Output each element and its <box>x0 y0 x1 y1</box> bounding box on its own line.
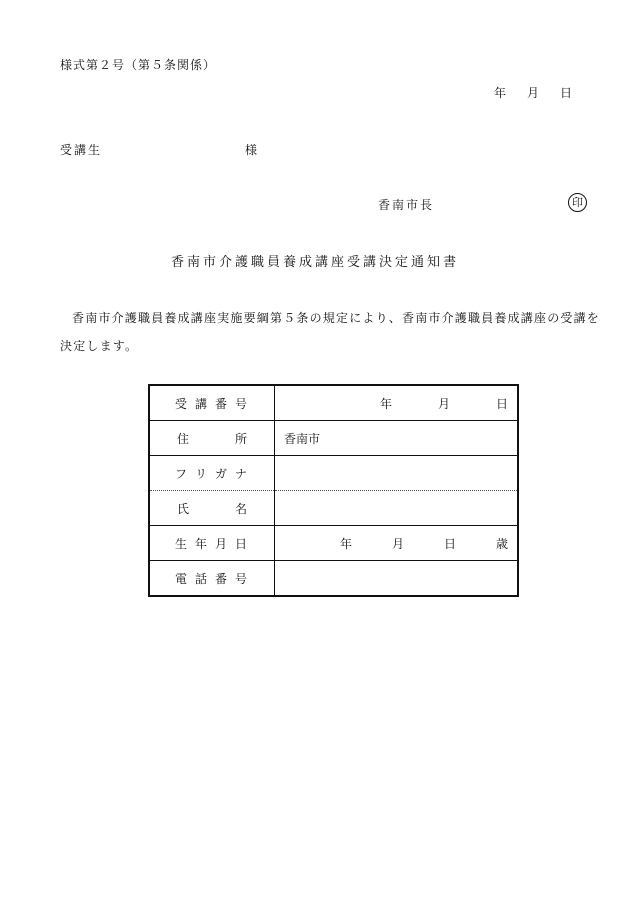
label-phone: 電 話 番 号 <box>149 561 275 597</box>
issue-date-month: 月 <box>527 86 540 100</box>
table-row <box>149 456 518 491</box>
table-row <box>149 385 518 421</box>
label-birthdate: 生 年 月 日 <box>149 526 275 561</box>
applicant-info-table <box>148 384 519 597</box>
form-number: 様式第２号（第５条関係） <box>60 58 217 72</box>
value-address[interactable]: 香南市 <box>284 431 321 446</box>
label-furigana: フ リ ガ ナ <box>149 456 275 491</box>
issue-date-year: 年 <box>494 86 507 100</box>
addressee-honorific: 様 <box>245 143 258 157</box>
body-text: 香南市介護職員養成講座実施要綱第５条の規定により、香南市介護職員養成講座の受講を決定します。 <box>60 311 601 353</box>
issue-date <box>494 84 604 101</box>
label-enrollment-number: 受 講 番 号 <box>149 385 275 421</box>
issue-date-day: 日 <box>560 86 573 100</box>
label-address: 住 所 <box>149 421 275 456</box>
table-row <box>149 561 518 597</box>
label-name: 氏 名 <box>149 491 275 526</box>
table-row <box>149 421 518 456</box>
value-name[interactable] <box>275 491 519 526</box>
value-enrollment-date[interactable]: 年 月 日 <box>379 396 508 411</box>
sender-title: 香南市長 <box>378 198 435 212</box>
document-title: 香南市介護職員養成講座受講決定通知書 <box>170 255 459 270</box>
table-row <box>149 491 518 526</box>
table-row <box>149 526 518 561</box>
addressee-label: 受講生 <box>60 143 103 157</box>
seal-stamp: 印 <box>568 193 587 212</box>
value-phone[interactable] <box>275 561 519 597</box>
value-furigana[interactable] <box>275 456 519 491</box>
value-birthdate[interactable]: 年 月 日 歳 <box>339 536 508 551</box>
